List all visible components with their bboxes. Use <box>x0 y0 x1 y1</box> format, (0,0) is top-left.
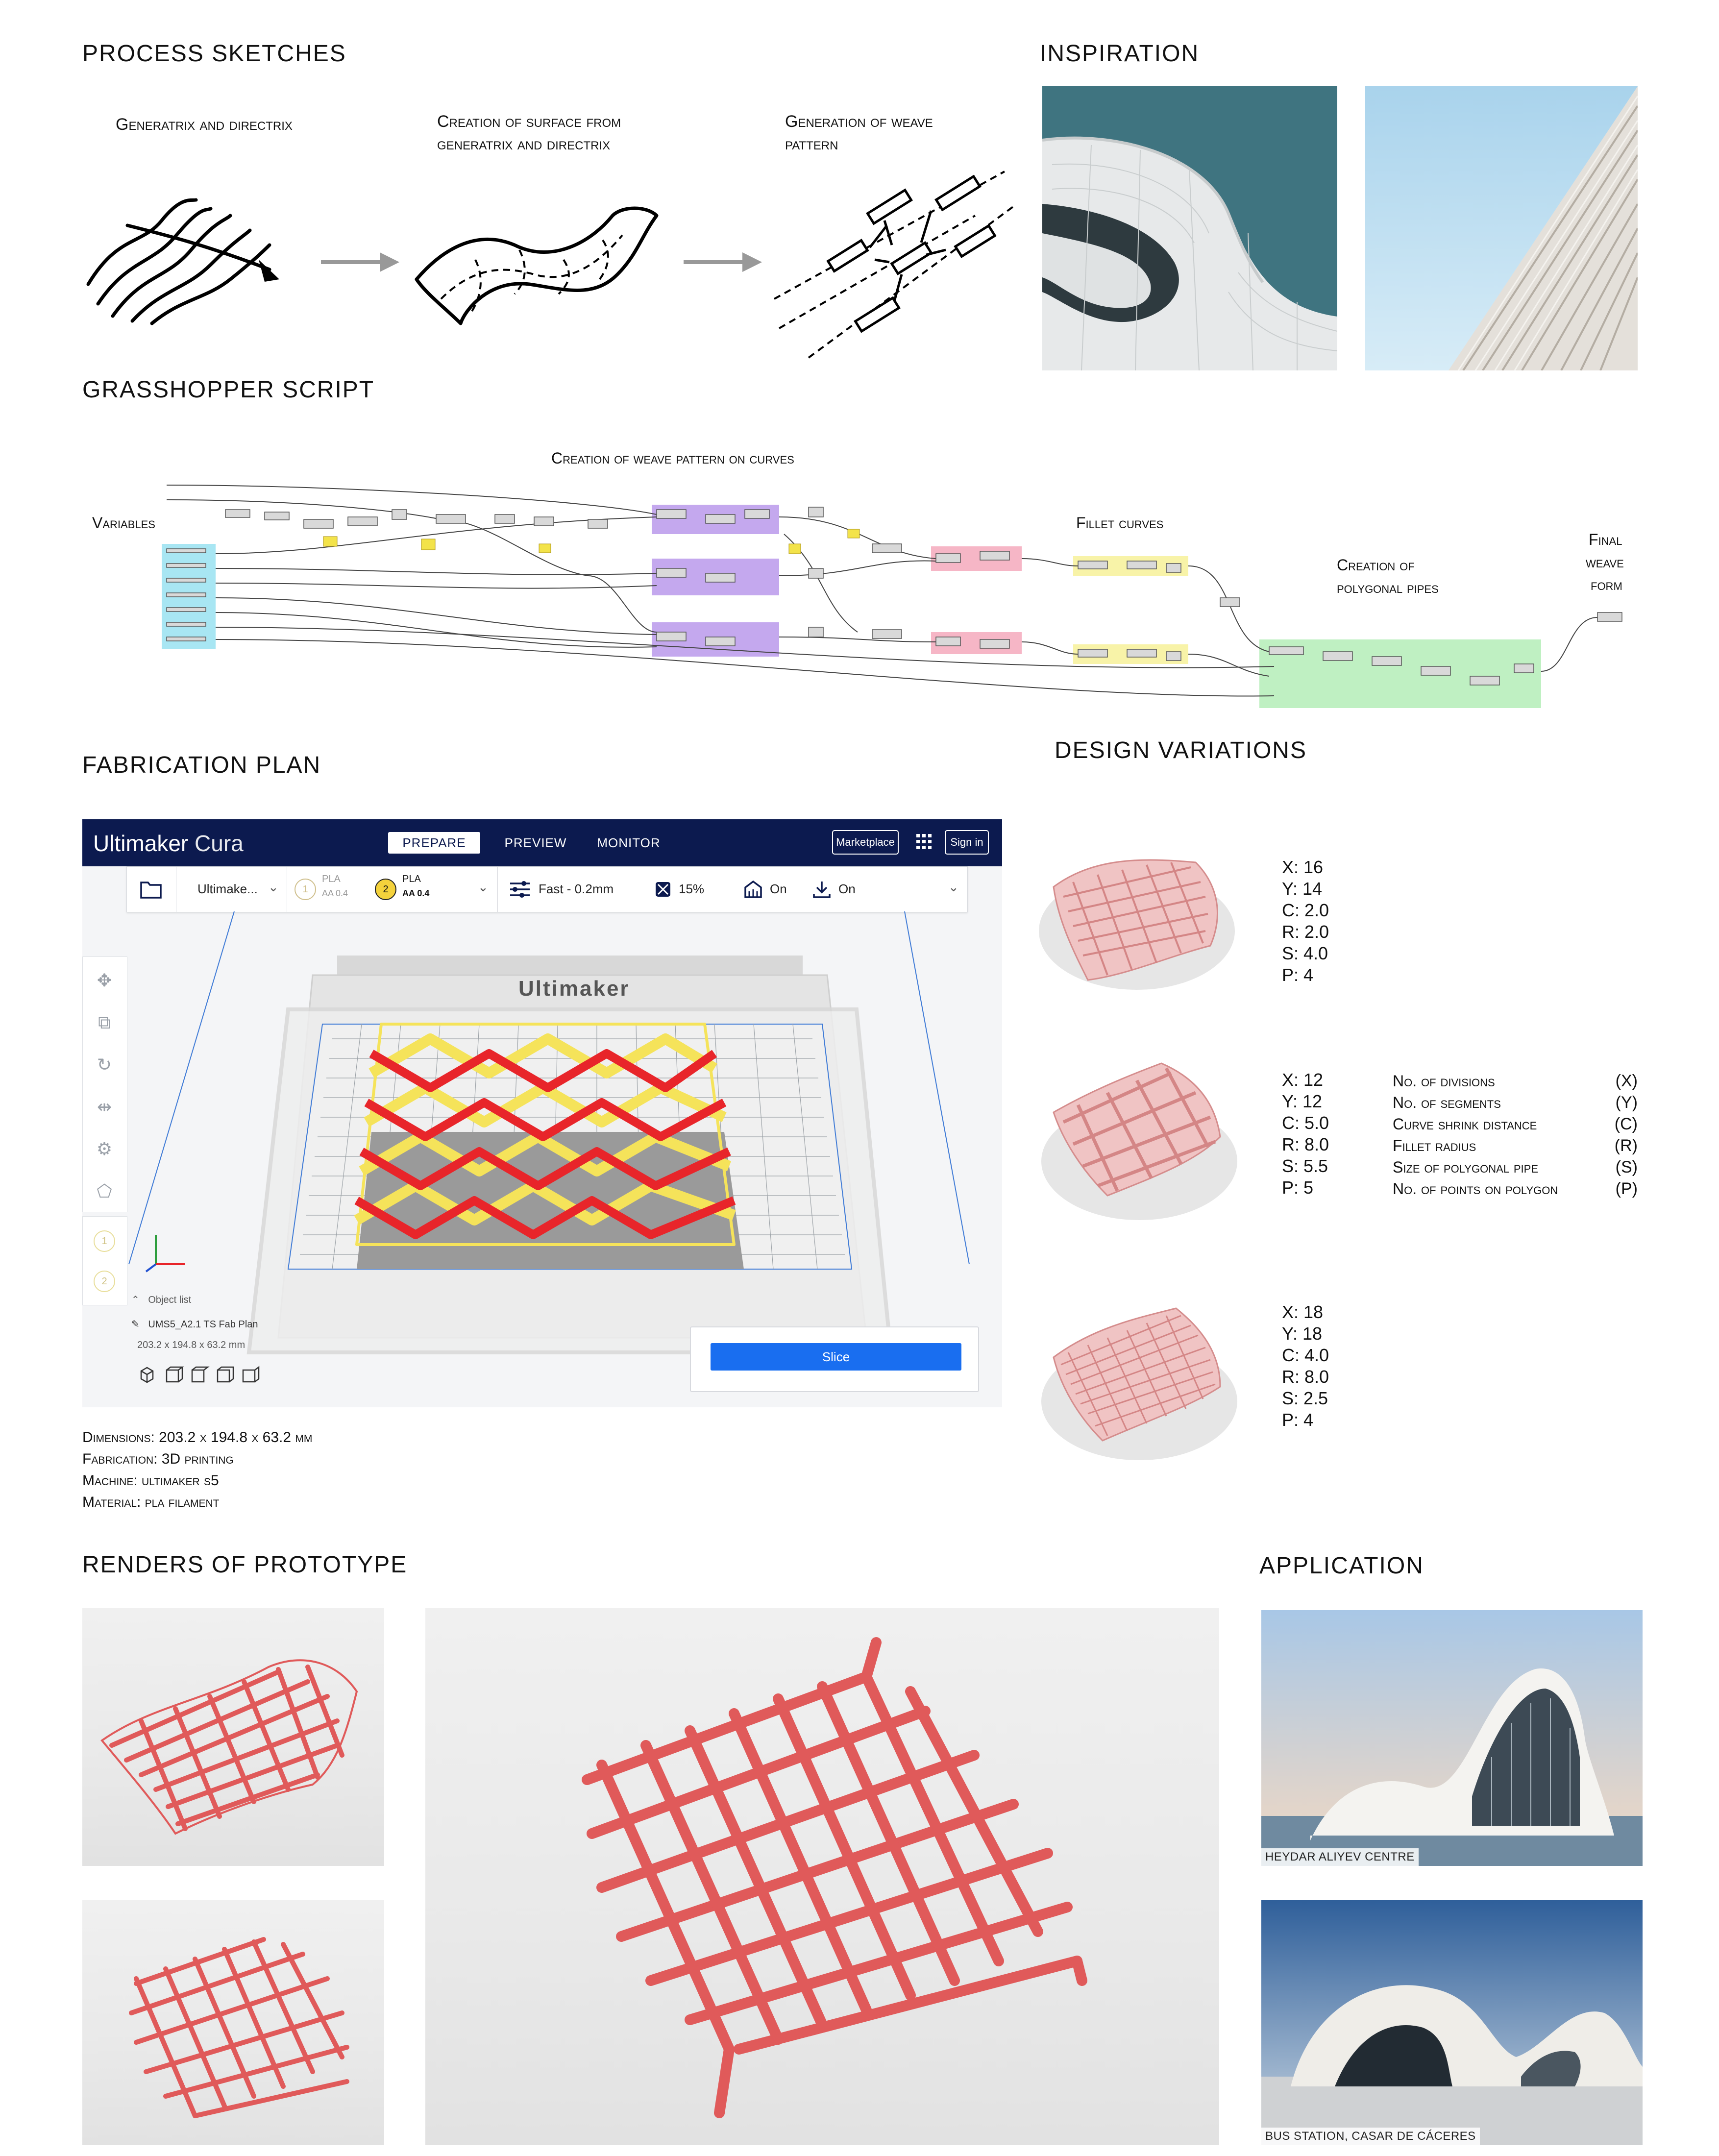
var1-c: C: 2.0 <box>1282 900 1329 920</box>
extruder-2-icon: 2 <box>375 879 396 900</box>
gh-label-pipes-1: Creation of <box>1337 556 1415 574</box>
cura-window <box>82 819 1002 1407</box>
grasshopper-node-graph <box>147 470 1627 715</box>
inspiration-photo-curved-facade <box>1042 86 1337 370</box>
object-dimensions: 203.2 x 194.8 x 63.2 mm <box>137 1340 246 1350</box>
render-small-1 <box>82 1608 384 1866</box>
legend-label: No. of segments <box>1393 1094 1501 1111</box>
render-large <box>425 1608 1219 2145</box>
variation-3-model <box>1034 1289 1240 1465</box>
heading-process-sketches: PROCESS SKETCHES <box>82 41 346 67</box>
var3-p: P: 4 <box>1282 1410 1314 1430</box>
var2-r: R: 8.0 <box>1282 1134 1329 1154</box>
inspiration-photo-grid-facade <box>1365 86 1638 370</box>
variation-1-model <box>1034 828 1240 995</box>
print-settings-panel[interactable] <box>497 867 967 912</box>
view-front-icon <box>167 1367 182 1382</box>
gh-label-final-3: form <box>1591 576 1622 593</box>
var1-r: R: 2.0 <box>1282 922 1329 942</box>
gh-label-fillet: Fillet curves <box>1076 514 1164 532</box>
heading-inspiration: INSPIRATION <box>1040 41 1200 67</box>
scale-tool-icon[interactable]: ⧉ <box>98 1012 111 1032</box>
heading-application: APPLICATION <box>1259 1553 1424 1579</box>
move-tool-icon[interactable]: ✥ <box>97 970 112 990</box>
rotate-tool-icon[interactable]: ↻ <box>97 1054 112 1075</box>
heading-grasshopper-script: GRASSHOPPER SCRIPT <box>82 377 375 403</box>
tab-monitor[interactable]: MONITOR <box>597 835 661 850</box>
legend-key: (P) <box>1615 1179 1638 1198</box>
object-list-toggle[interactable] <box>131 1294 191 1306</box>
tool-sidebar <box>82 956 127 1212</box>
variation-2-values <box>1282 1069 1329 1199</box>
gh-label-variables: Variables <box>92 514 155 532</box>
legend-key: (R) <box>1614 1136 1638 1155</box>
extruder-1-icon: 1 <box>295 879 316 900</box>
open-file-button[interactable] <box>127 867 176 912</box>
var3-c: C: 4.0 <box>1282 1345 1329 1365</box>
adhesion-icon <box>812 880 832 899</box>
cura-toolbar <box>126 866 968 912</box>
application-caption-1: HEYDAR ALIYEV CENTRE <box>1261 1848 1419 1866</box>
var2-x: X: 12 <box>1282 1070 1324 1090</box>
extruder-1-material: PLA <box>322 874 341 884</box>
var3-r: R: 8.0 <box>1282 1367 1329 1387</box>
extruder-1-button[interactable]: 1 <box>94 1230 115 1252</box>
extruder-2-core: AA 0.4 <box>402 888 430 898</box>
legend-label: Fillet radius <box>1393 1137 1476 1154</box>
chevron-down-icon: ⌄ <box>268 880 279 894</box>
adhesion-value: On <box>838 882 856 896</box>
generatrix-directrix-sketch <box>78 191 323 328</box>
variation-3-values <box>1282 1301 1329 1431</box>
object-list-label: Object list <box>148 1295 192 1305</box>
gh-label-final-1: Final <box>1589 531 1622 548</box>
object-name-row[interactable] <box>131 1318 258 1330</box>
arrow-icon <box>681 250 764 274</box>
marketplace-button[interactable]: Marketplace <box>832 830 899 855</box>
sketch-caption-3b: pattern <box>785 135 838 153</box>
variable-legend <box>1393 1070 1638 1200</box>
fab-machine: Machine: ultimaker s5 <box>82 1472 219 1489</box>
legend-key: (Y) <box>1615 1093 1638 1112</box>
legend-label: No. of points on polygon <box>1393 1180 1558 1198</box>
extruder-1-core: AA 0.4 <box>322 888 348 898</box>
object-name: UMS5_A2.1 TS Fab Plan <box>148 1319 258 1330</box>
view-buttons <box>137 1365 270 1387</box>
var1-s: S: 4.0 <box>1282 943 1328 963</box>
heading-fabrication-plan: FABRICATION PLAN <box>82 752 321 778</box>
support-blocker-icon[interactable]: ⬠ <box>97 1181 112 1201</box>
per-model-settings-icon[interactable]: ⚙ <box>96 1139 113 1159</box>
pencil-icon: ✎ <box>131 1319 140 1330</box>
sliders-icon <box>509 880 531 899</box>
tab-preview[interactable]: PREVIEW <box>504 835 567 850</box>
variation-2-model <box>1034 1049 1240 1225</box>
printer-name: Ultimake... <box>197 882 258 896</box>
cura-brand: Ultimaker <box>93 831 189 856</box>
sign-in-button[interactable]: Sign in <box>945 830 989 855</box>
chevron-up-icon: ⌃ <box>131 1295 140 1305</box>
var2-p: P: 5 <box>1282 1177 1314 1198</box>
plate-brand-label: Ultimaker <box>518 977 630 1001</box>
arrow-icon <box>319 250 402 274</box>
tab-prepare[interactable]: PREPARE <box>388 832 480 854</box>
sketch-caption-3a: Generation of weave <box>785 112 933 131</box>
cura-product: Cura <box>195 831 244 856</box>
folder-icon <box>140 880 162 899</box>
sketch-caption-1: Generatrix and directrix <box>116 115 293 134</box>
view-3d-icon <box>141 1368 153 1382</box>
var1-y: Y: 14 <box>1282 879 1323 899</box>
fab-material: Material: pla filament <box>82 1494 220 1510</box>
sketch-caption-2b: generatrix and directrix <box>437 135 611 153</box>
slice-panel <box>690 1326 979 1392</box>
support-icon <box>743 880 763 899</box>
heading-design-variations: DESIGN VARIATIONS <box>1055 737 1307 763</box>
printer-selector[interactable] <box>176 867 287 912</box>
chevron-down-icon: ⌄ <box>948 880 959 894</box>
var2-s: S: 5.5 <box>1282 1156 1328 1176</box>
slice-button[interactable]: Slice <box>711 1343 961 1371</box>
legend-key: (S) <box>1615 1158 1638 1176</box>
var3-s: S: 2.5 <box>1282 1388 1328 1408</box>
apps-grid-icon[interactable] <box>915 833 933 851</box>
view-top-icon <box>192 1367 208 1382</box>
support-value: On <box>770 882 787 896</box>
profile-label: Fast - 0.2mm <box>539 882 614 896</box>
cura-header <box>82 819 1002 866</box>
chevron-down-icon: ⌄ <box>478 880 489 894</box>
legend-label: Curve shrink distance <box>1393 1115 1537 1133</box>
application-photo-bus-station <box>1261 1900 1643 2145</box>
legend-label: Size of polygonal pipe <box>1393 1158 1539 1176</box>
extruder-2-material: PLA <box>402 874 421 884</box>
surface-sketch <box>407 196 681 338</box>
heading-renders: RENDERS OF PROTOTYPE <box>82 1552 408 1578</box>
application-caption-2: BUS STATION, CASAR DE CÁCERES <box>1261 2128 1480 2145</box>
infill-icon <box>654 881 672 898</box>
variation-1-values <box>1282 857 1329 986</box>
application-photo-heydar-aliyev <box>1261 1610 1643 1866</box>
render-small-2 <box>82 1900 384 2145</box>
legend-label: No. of divisions <box>1393 1072 1495 1090</box>
view-left-icon <box>218 1367 233 1382</box>
legend-key: (C) <box>1614 1115 1638 1133</box>
fab-method: Fabrication: 3D printing <box>82 1451 234 1467</box>
var1-x: X: 16 <box>1282 857 1324 877</box>
cura-logo <box>93 830 244 857</box>
extruder-selector[interactable] <box>287 867 498 912</box>
var2-y: Y: 12 <box>1282 1091 1323 1111</box>
gh-label-pipes-2: polygonal pipes <box>1337 579 1439 596</box>
infill-value: 15% <box>679 882 705 896</box>
var1-p: P: 4 <box>1282 965 1314 985</box>
sketch-caption-2a: Creation of surface from <box>437 112 621 131</box>
extruder-sidebar <box>82 1216 127 1305</box>
extruder-2-button[interactable]: 2 <box>94 1271 115 1292</box>
var3-y: Y: 18 <box>1282 1323 1323 1344</box>
fab-dimensions: Dimensions: 203.2 x 194.8 x 63.2 mm <box>82 1429 313 1446</box>
weave-pattern-sketch <box>769 162 1024 368</box>
gh-label-final-2: weave <box>1586 553 1624 571</box>
mirror-tool-icon[interactable]: ⇹ <box>97 1097 112 1117</box>
gh-label-weave: Creation of weave pattern on curves <box>551 449 794 467</box>
var2-c: C: 5.0 <box>1282 1113 1329 1133</box>
var3-x: X: 18 <box>1282 1302 1324 1322</box>
view-right-icon <box>243 1367 259 1382</box>
legend-key: (X) <box>1615 1072 1638 1090</box>
